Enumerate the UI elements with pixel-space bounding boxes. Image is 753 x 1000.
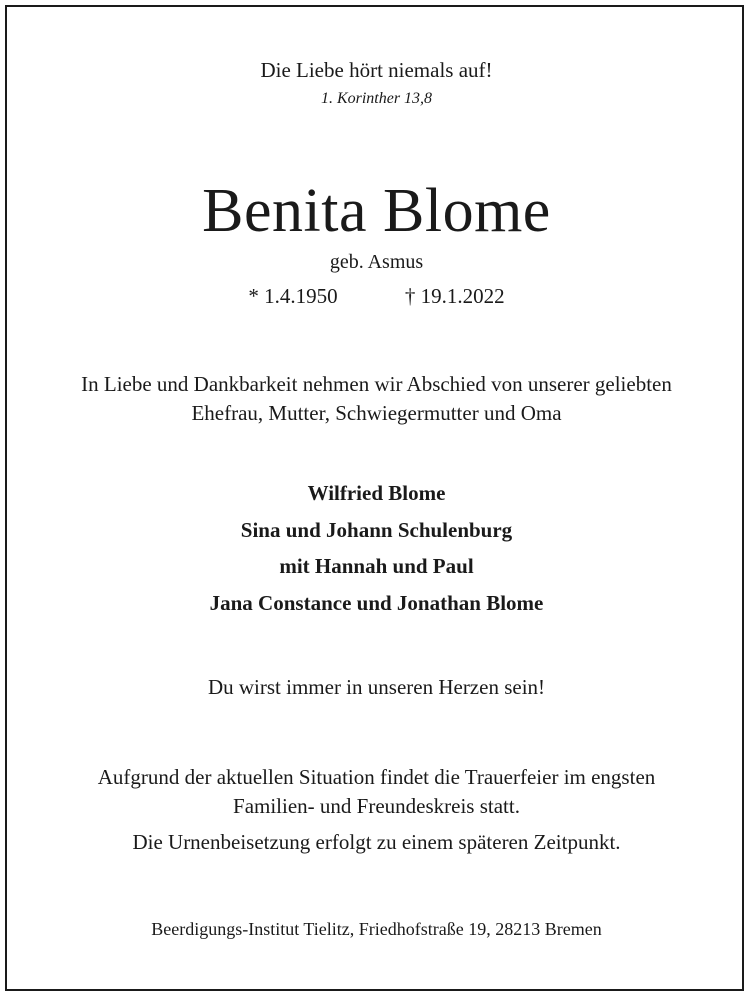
funeral-institute: Beerdigungs-Institut Tielitz, Friedhofstraße 19, 28213 Bremen xyxy=(151,919,602,939)
birth-date: * 1.4.1950 xyxy=(248,284,338,308)
heart-line: Du wirst immer in unseren Herzen sein! xyxy=(207,675,546,699)
life-dates xyxy=(0,284,753,309)
notice-line-2: Familien- und Freundeskreis statt. xyxy=(233,794,520,818)
notice-line-1: Aufgrund der aktuellen Situation findet die Trauerfeier im engsten xyxy=(97,765,656,789)
intro-line-2: Ehefrau, Mutter, Schwiegermutter und Oma xyxy=(191,401,562,425)
family-member: Wilfried Blome xyxy=(307,481,446,505)
death-date: † 19.1.2022 xyxy=(404,284,505,308)
deceased-name: Benita Blome xyxy=(202,177,551,245)
intro-line-1: In Liebe und Dankbarkeit nehmen wir Abschied von unserer geliebten xyxy=(81,372,672,396)
family-member: mit Hannah und Paul xyxy=(279,554,474,578)
notice-line-3: Die Urnenbeisetzung erfolgt zu einem späteren Zeitpunkt. xyxy=(132,830,621,854)
family-member: Sina und Johann Schulenburg xyxy=(240,518,513,542)
birth-name: geb. Asmus xyxy=(329,251,424,273)
motto: Die Liebe hört niemals auf! xyxy=(260,58,493,82)
family-member: Jana Constance und Jonathan Blome xyxy=(209,591,544,615)
verse-reference: 1. Korinther 13,8 xyxy=(320,90,433,107)
